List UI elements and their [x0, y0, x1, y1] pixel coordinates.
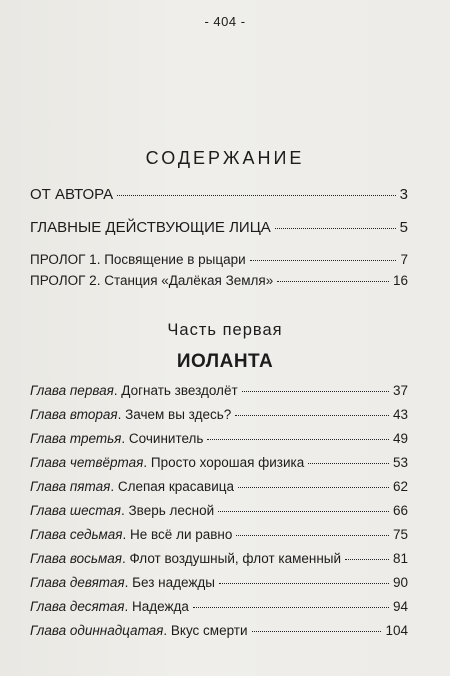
toc-page-number: 49	[392, 431, 408, 446]
dot-leader	[219, 583, 389, 584]
dot-leader	[236, 535, 389, 536]
toc-page-number: 3	[399, 186, 408, 203]
chapter-prefix: Глава шестая	[30, 503, 122, 518]
chapter-prefix: Глава восьмая	[30, 551, 122, 566]
toc-entry-chapter[interactable]	[30, 431, 408, 446]
toc-entry-chapter[interactable]	[30, 623, 408, 638]
toc-entry-chapter[interactable]	[30, 527, 408, 542]
chapter-prefix: Глава первая	[30, 383, 114, 398]
toc-page-number: 75	[392, 527, 408, 542]
toc-entry-characters[interactable]	[30, 219, 408, 236]
section-title: ИОЛАНТА	[176, 351, 274, 372]
toc-entry-chapter[interactable]	[30, 479, 408, 494]
toc-page-number: 16	[392, 273, 408, 288]
toc-entry-chapter[interactable]	[30, 383, 408, 398]
dot-leader	[250, 260, 397, 261]
toc-entry-chapter[interactable]	[30, 551, 408, 566]
chapter-prefix: Глава седьмая	[30, 527, 123, 542]
part-title: Часть первая	[167, 321, 283, 339]
toc-entry-chapter[interactable]	[30, 599, 408, 614]
dot-leader	[275, 228, 396, 229]
dot-leader	[218, 511, 389, 512]
toc-page-number: 53	[392, 455, 408, 470]
toc-entry-label: ПРОЛОГ 2. Станция «Далёкая Земля»	[30, 273, 274, 288]
toc-entry-label: ПРОЛОГ 1. Посвящение в рыцари	[30, 252, 246, 267]
toc-entry-chapter[interactable]	[30, 407, 408, 422]
chapter-prefix: Глава третья	[30, 431, 122, 446]
toc-page-number: 5	[399, 219, 408, 236]
toc-page-number: 104	[385, 623, 408, 638]
toc-entry-author[interactable]	[30, 186, 408, 203]
dot-leader	[242, 391, 389, 392]
toc-entry-label: ОТ АВТОРА	[30, 186, 114, 203]
dot-leader	[117, 195, 395, 196]
toc-page-number: 90	[392, 575, 408, 590]
toc-entry-chapter[interactable]	[30, 575, 408, 590]
chapter-title: . Без надежды	[124, 575, 215, 590]
dot-leader	[252, 631, 382, 632]
toc-page-number: 81	[392, 551, 408, 566]
chapter-prefix: Глава десятая	[30, 599, 125, 614]
chapter-prefix: Глава девятая	[30, 575, 125, 590]
toc-entry-chapter[interactable]	[30, 455, 408, 470]
toc-entry-prologue-1[interactable]	[30, 252, 408, 267]
toc-entry-chapter[interactable]	[30, 503, 408, 518]
toc-page-number: 66	[392, 503, 408, 518]
toc-entry-label: ГЛАВНЫЕ ДЕЙСТВУЮЩИЕ ЛИЦА	[30, 219, 271, 236]
chapter-title: . Надежда	[124, 599, 189, 614]
toc-page-number: 7	[400, 252, 408, 267]
chapter-prefix: Глава одиннадцатая	[30, 623, 164, 638]
chapter-title: . Сочинитель	[121, 431, 204, 446]
dot-leader	[193, 607, 389, 608]
chapter-title: . Флот воздушный, флот каменный	[121, 551, 342, 566]
toc-page-number: 37	[392, 383, 408, 398]
chapter-title: . Зверь лесной	[121, 503, 215, 518]
chapter-prefix: Глава четвёртая	[30, 455, 144, 470]
chapter-title: . Не всё ли равно	[122, 527, 233, 542]
dot-leader	[345, 559, 389, 560]
dot-leader	[207, 439, 389, 440]
toc-page-number: 62	[392, 479, 408, 494]
toc-page-number: 43	[392, 407, 408, 422]
chapter-title: . Догнать звездолёт	[113, 383, 238, 398]
chapter-title: . Вкус смерти	[163, 623, 248, 638]
chapter-title: . Просто хорошая физика	[143, 455, 305, 470]
dot-leader	[277, 281, 389, 282]
toc-entry-prologue-2[interactable]	[30, 273, 408, 288]
contents-title: СОДЕРЖАНИЕ	[145, 148, 305, 168]
chapter-title: . Слепая красавица	[110, 479, 234, 494]
page-number: - 404 -	[204, 14, 246, 29]
toc-page-number: 94	[392, 599, 408, 614]
chapter-prefix: Глава пятая	[30, 479, 111, 494]
chapter-prefix: Глава вторая	[30, 407, 118, 422]
chapter-title: . Зачем вы здесь?	[117, 407, 232, 422]
dot-leader	[235, 415, 389, 416]
dot-leader	[308, 463, 389, 464]
dot-leader	[238, 487, 389, 488]
